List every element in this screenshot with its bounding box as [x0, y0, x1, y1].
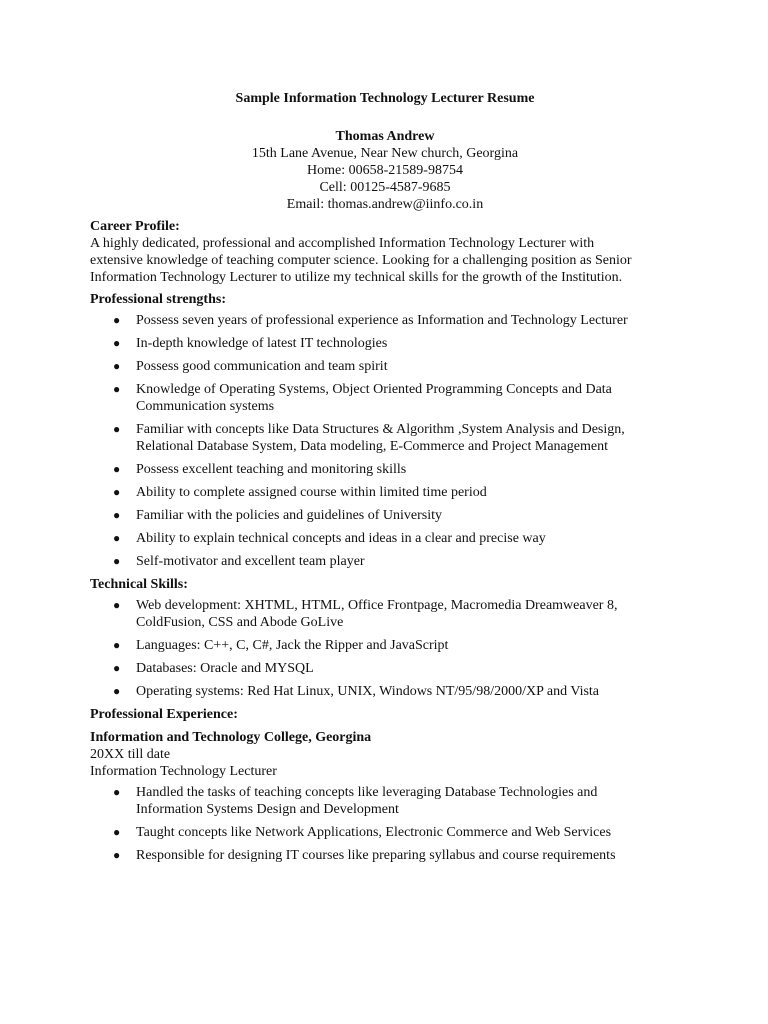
- list-item-text: Operating systems: Red Hat Linux, UNIX, Windows NT/95/98/2000/XP and Vista: [136, 684, 600, 699]
- bullet-icon: ●: [113, 598, 121, 612]
- list-item-text: Familiar with concepts like Data Structures & Algorithm ,System Analysis and Design,: [136, 422, 625, 437]
- list-item-text: Ability to complete assigned course within limited time period: [136, 485, 487, 500]
- list-item: [90, 461, 680, 478]
- list-item-text: Handled the tasks of teaching concepts like leveraging Database Technologies and: [136, 785, 598, 800]
- list-item-text: In-depth knowledge of latest IT technologies: [136, 336, 388, 351]
- list-item-text: Self-motivator and excellent team player: [136, 554, 365, 569]
- bullet-icon: ●: [113, 336, 121, 350]
- list-item: [90, 484, 680, 501]
- technical-skills-section: [90, 576, 680, 700]
- home-phone: Home: 00658-21589-98754: [307, 163, 463, 178]
- list-item-text: Web development: XHTML, HTML, Office Frontpage, Macromedia Dreamweaver 8,: [136, 598, 618, 613]
- bullet-icon: ●: [113, 382, 121, 396]
- bullet-icon: ●: [113, 848, 121, 862]
- career-profile-section: [90, 218, 680, 286]
- email-line: Email: thomas.andrew@iinfo.co.in: [286, 197, 484, 212]
- list-item-text: ColdFusion, CSS and Abode GoLive: [136, 615, 344, 630]
- list-item: [90, 784, 680, 818]
- list-item-text: Communication systems: [136, 399, 275, 414]
- bullet-icon: ●: [113, 554, 121, 568]
- list-item: [90, 381, 680, 415]
- bullet-icon: ●: [113, 359, 121, 373]
- bullet-icon: ●: [113, 661, 121, 675]
- experience-list: [90, 784, 680, 864]
- cell-phone: Cell: 00125-4587-9685: [319, 180, 451, 195]
- document-title: Sample Information Technology Lecturer Resume: [235, 91, 535, 106]
- career-profile-heading: Career Profile:: [90, 219, 180, 234]
- list-item: [90, 847, 680, 864]
- skills-list: [90, 597, 680, 700]
- list-item: [90, 421, 680, 455]
- list-item-text: Relational Database System, Data modeling, E-Commerce and Project Management: [136, 439, 608, 454]
- list-item-text: Languages: C++, C, C#, Jack the Ripper and JavaScript: [136, 638, 449, 653]
- strengths-list: [90, 312, 680, 570]
- professional-experience-section: [90, 706, 680, 864]
- list-item-text: Possess good communication and team spirit: [136, 359, 388, 374]
- bullet-icon: ●: [113, 684, 121, 698]
- list-item: [90, 507, 680, 524]
- list-item: [90, 824, 680, 841]
- career-profile-text: [90, 235, 680, 286]
- job-role: Information Technology Lecturer: [90, 764, 277, 779]
- bullet-icon: ●: [113, 462, 121, 476]
- career-profile-line: extensive knowledge of teaching computer science. Looking for a challenging position as Senior: [90, 253, 632, 268]
- list-item: [90, 553, 680, 570]
- employer-name: Information and Technology College, Georgina: [90, 730, 372, 745]
- list-item-text: Ability to explain technical concepts and ideas in a clear and precise way: [136, 531, 546, 546]
- bullet-icon: ●: [113, 531, 121, 545]
- bullet-icon: ●: [113, 638, 121, 652]
- list-item-text: Taught concepts like Network Applications, Electronic Commerce and Web Services: [136, 825, 612, 840]
- list-item-text: Familiar with the policies and guidelines of University: [136, 508, 442, 523]
- list-item: [90, 660, 680, 677]
- career-profile-line: Information Technology Lecturer to utilize my technical skills for the growth of the Institution.: [90, 270, 623, 285]
- candidate-name: Thomas Andrew: [335, 129, 435, 144]
- list-item: [90, 312, 680, 329]
- list-item: [90, 335, 680, 352]
- bullet-icon: ●: [113, 785, 121, 799]
- list-item: [90, 530, 680, 547]
- bullet-icon: ●: [113, 422, 121, 436]
- employment-period: 20XX till date: [90, 747, 171, 762]
- list-item-text: Possess excellent teaching and monitoring skills: [136, 462, 407, 477]
- list-item-text: Knowledge of Operating Systems, Object Oriented Programming Concepts and Data: [136, 382, 612, 397]
- address-line: 15th Lane Avenue, Near New church, Georgina: [251, 146, 519, 161]
- bullet-icon: ●: [113, 825, 121, 839]
- professional-strengths-section: [90, 291, 680, 570]
- contact-header: [90, 128, 680, 213]
- list-item-text: Responsible for designing IT courses like preparing syllabus and course requirements: [136, 848, 616, 863]
- career-profile-line: A highly dedicated, professional and accomplished Information Technology Lecturer with: [90, 236, 595, 251]
- professional-strengths-heading: Professional strengths:: [90, 292, 226, 307]
- list-item-text: Databases: Oracle and MYSQL: [136, 661, 314, 676]
- list-item-text: Possess seven years of professional experience as Information and Technology Lecturer: [136, 313, 628, 328]
- list-item: [90, 683, 680, 700]
- bullet-icon: ●: [113, 485, 121, 499]
- professional-experience-heading: Professional Experience:: [90, 707, 238, 722]
- list-item-text: Information Systems Design and Development: [136, 802, 399, 817]
- list-item: [90, 637, 680, 654]
- list-item: [90, 358, 680, 375]
- bullet-icon: ●: [113, 313, 121, 327]
- resume-page: [90, 90, 680, 870]
- technical-skills-heading: Technical Skills:: [90, 577, 188, 592]
- bullet-icon: ●: [113, 508, 121, 522]
- list-item: [90, 597, 680, 631]
